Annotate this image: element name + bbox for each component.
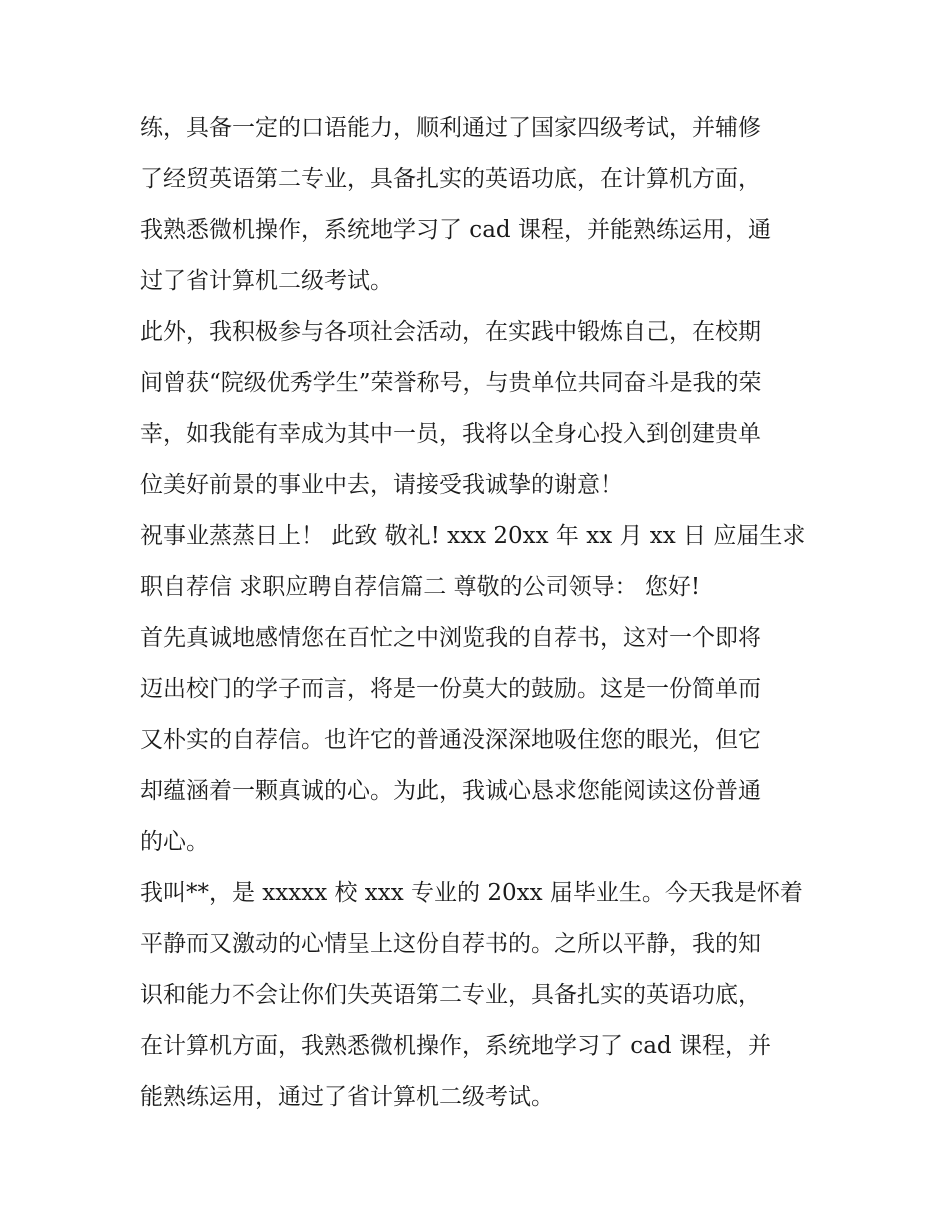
text-line: 迈出校门的学子而言，将是一份莫大的鼓励。这是一份简单而 [140, 676, 761, 702]
text-line: 我熟悉微机操作，系统地学习了 cad 课程，并能熟练运用，通 [140, 217, 771, 243]
text-line: 首先真诚地感情您在百忙之中浏览我的自荐书，这对一个即将 [140, 625, 761, 651]
text-line: 间曾获“院级优秀学生”荣誉称号，与贵单位共同奋斗是我的荣 [140, 370, 762, 396]
text-line: 幸，如我能有幸成为其中一员，我将以全身心投入到创建贵单 [140, 421, 761, 447]
text-line: 能熟练运用，通过了省计算机二级考试。 [140, 1084, 554, 1110]
text-line: 在计算机方面，我熟悉微机操作，系统地学习了 cad 课程，并 [140, 1033, 771, 1059]
text-line: 祝事业蒸蒸日上！ 此致 敬礼! xxx 20xx 年 xx 月 xx 日 应届生求 [140, 523, 806, 549]
text-line: 平静而又激动的心情呈上这份自荐书的。之所以平静，我的知 [140, 931, 761, 957]
text-line: 职自荐信 求职应聘自荐信篇二 尊敬的公司领导： 您好! [140, 574, 701, 600]
text-line: 了经贸英语第二专业，具备扎实的英语功底，在计算机方面， [140, 166, 761, 192]
text-line: 此外，我积极参与各项社会活动，在实践中锻炼自己，在校期 [140, 319, 761, 345]
text-line: 过了省计算机二级考试。 [140, 268, 393, 294]
text-line: 我叫**，是 xxxxx 校 xxx 专业的 20xx 届毕业生。今天我是怀着 [140, 880, 803, 906]
text-line: 练，具备一定的口语能力，顺利通过了国家四级考试，并辅修 [140, 115, 761, 141]
text-line: 的心。 [140, 829, 209, 855]
document-body [140, 103, 815, 1123]
text-line: 识和能力不会让你们失英语第二专业，具备扎实的英语功底， [140, 982, 761, 1008]
text-line: 却蕴涵着一颗真诚的心。为此，我诚心恳求您能阅读这份普通 [140, 778, 761, 804]
text-line: 位美好前景的事业中去，请接受我诚挚的谢意！ [140, 472, 623, 498]
text-line: 又朴实的自荐信。也许它的普通没深深地吸住您的眼光，但它 [140, 727, 761, 753]
